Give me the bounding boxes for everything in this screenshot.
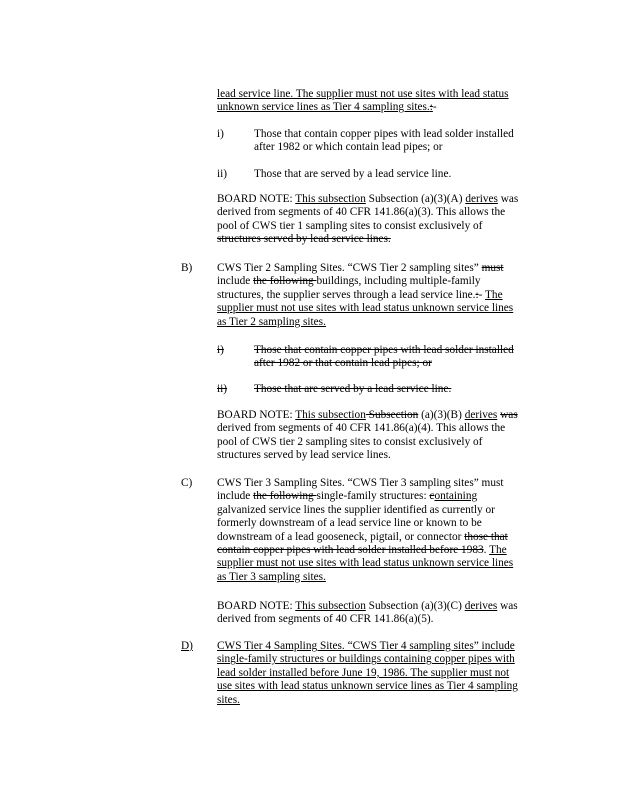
tier1-item-ii bbox=[254, 168, 451, 181]
section-c-l5-deleted: those that bbox=[464, 530, 508, 543]
board-note-c bbox=[217, 600, 518, 627]
tier1-item-i-marker: i) bbox=[217, 128, 224, 140]
section-c-l2-deleted: the following bbox=[253, 490, 317, 503]
section-b-item-ii-line1: Those that are served by a lead service line. bbox=[254, 383, 452, 395]
board-note-b bbox=[217, 409, 518, 463]
section-d-l5: sites. bbox=[217, 693, 240, 706]
section-b-marker: B) bbox=[181, 262, 193, 274]
board-note-b-ins1: This subsection bbox=[295, 409, 366, 421]
board-note-a-line2: derived from segments of 40 CFR 141.86(a)(3). This allows the bbox=[217, 206, 506, 219]
section-c-l1: CWS Tier 3 Sampling Sites. “CWS Tier 3 sampling sites” must bbox=[217, 477, 504, 489]
section-b-item-i-line2: after 1982 or that contain lead pipes; or bbox=[254, 357, 432, 370]
section-c-l5a: downstream of a lead gooseneck, pigtail, or connector bbox=[217, 530, 465, 543]
board-note-a-ins2: derives bbox=[465, 193, 498, 205]
board-note-a-prefix: BOARD NOTE: bbox=[217, 193, 296, 205]
section-b-l4-inserted: supplier must not use sites with lead status unknown service lines bbox=[217, 302, 514, 315]
board-note-b-prefix: BOARD NOTE: bbox=[217, 409, 296, 421]
intro-line-2: unknown service lines as Tier 4 sampling sites. bbox=[217, 101, 430, 114]
section-b-l1a: CWS Tier 2 Sampling Sites. “CWS Tier 2 sampling sites” bbox=[217, 262, 482, 274]
section-d-marker: D) bbox=[181, 640, 193, 652]
board-note-c-line2: derived from segments of 40 CFR 141.86(a)(5). bbox=[217, 613, 434, 626]
section-d-l4: use sites with lead status unknown service lines as Tier 4 sampling bbox=[217, 680, 518, 693]
intro-deleted-colon: : bbox=[429, 101, 433, 114]
section-c-l7-inserted: supplier must not use sites with lead status unknown service lines bbox=[217, 557, 514, 570]
section-b-l5-inserted: as Tier 2 sampling sites. bbox=[217, 315, 326, 328]
section-c-l2-deleted-c: c bbox=[429, 490, 435, 503]
intro-paragraph bbox=[217, 88, 509, 115]
section-d-l2: single-family structures or buildings containing copper pipes with bbox=[217, 653, 515, 666]
board-note-a-ins1: This subsection bbox=[295, 193, 366, 205]
intro-line-1: lead service line. The supplier must not use sites with lead status bbox=[217, 88, 509, 100]
board-note-c-ins2: derives bbox=[464, 600, 498, 612]
section-c-l2b: single-family structures: bbox=[316, 490, 430, 503]
section-b-item-ii-marker: ii) bbox=[217, 383, 228, 395]
section-c-l6b: . bbox=[483, 544, 490, 557]
board-note-a-t2: was bbox=[497, 193, 519, 205]
board-note-a bbox=[217, 193, 518, 247]
section-b-l2b: buildings, including multiple-family bbox=[316, 275, 481, 288]
section-c-l2a: include bbox=[217, 490, 254, 503]
section-b-item-i-marker: i) bbox=[217, 344, 224, 356]
section-b-l3-deleted: : bbox=[475, 288, 479, 301]
board-note-a-line4-deleted: structures served by lead service lines. bbox=[217, 233, 391, 246]
section-b bbox=[217, 262, 513, 329]
section-d bbox=[217, 640, 518, 707]
tier1-item-i-line1: Those that contain copper pipes with lead solder installed bbox=[254, 128, 514, 140]
section-b-item-i-line1: Those that contain copper pipes with lead solder installed bbox=[254, 344, 514, 356]
board-note-b-t1: (a)(3)(B) bbox=[418, 409, 465, 421]
section-c-l4: formerly downstream of a lead service line or known to be bbox=[217, 517, 482, 530]
tier1-item-i bbox=[254, 128, 514, 155]
section-b-l1-deleted: must bbox=[481, 262, 504, 274]
tier1-item-ii-line1: Those that are served by a lead service line. bbox=[254, 168, 452, 180]
intro-dash: - bbox=[432, 101, 437, 114]
section-c-l3: galvanized service lines the supplier identified as currently or bbox=[217, 503, 495, 516]
section-c-l8-inserted: as Tier 3 sampling sites. bbox=[217, 570, 326, 583]
board-note-c-t2: was bbox=[497, 600, 518, 612]
section-c-l6-deleted: contain copper pipes with lead solder installed before 1983 bbox=[217, 544, 484, 557]
section-b-item-ii bbox=[254, 383, 451, 396]
section-b-l2-deleted: the following bbox=[253, 275, 317, 288]
board-note-b-line2: derived from segments of 40 CFR 141.86(a)(4). This allows the bbox=[217, 422, 506, 435]
board-note-b-del2: was bbox=[500, 409, 518, 421]
section-d-l3: lead solder installed before June 19, 1986. The supplier must not bbox=[217, 666, 510, 679]
board-note-b-line3: pool of CWS tier 2 sampling sites to consist exclusively of bbox=[217, 435, 483, 448]
section-b-item-i bbox=[254, 344, 514, 371]
board-note-b-ins2: derives bbox=[464, 409, 498, 421]
section-b-l3a: structures, the supplier serves through a lead service line. bbox=[217, 288, 476, 301]
board-note-b-del1: Subsection bbox=[365, 409, 419, 421]
board-note-c-ins1: This subsection bbox=[295, 600, 366, 612]
tier1-item-i-line2: after 1982 or which contain lead pipes; or bbox=[254, 141, 443, 154]
board-note-c-t1: Subsection (a)(3)(C) bbox=[365, 600, 465, 612]
section-b-l3b: - bbox=[478, 288, 486, 301]
tier1-item-ii-marker: ii) bbox=[217, 168, 228, 180]
section-c-l6-inserted: The bbox=[489, 544, 507, 557]
section-c bbox=[217, 477, 513, 584]
section-c-l2-inserted: ontaining bbox=[434, 490, 478, 503]
board-note-b-line4: structures served by lead service lines. bbox=[217, 449, 391, 462]
board-note-a-line3: pool of CWS tier 1 sampling sites to consist exclusively of bbox=[217, 219, 483, 232]
section-b-l3-inserted: The bbox=[485, 288, 503, 301]
board-note-c-prefix: BOARD NOTE: bbox=[217, 600, 296, 612]
board-note-a-t1: Subsection (a)(3)(A) bbox=[365, 193, 466, 205]
section-d-l1: CWS Tier 4 Sampling Sites. “CWS Tier 4 sampling sites” include bbox=[217, 640, 515, 652]
section-c-marker: C) bbox=[181, 477, 193, 489]
section-b-l2a: include bbox=[217, 275, 254, 288]
